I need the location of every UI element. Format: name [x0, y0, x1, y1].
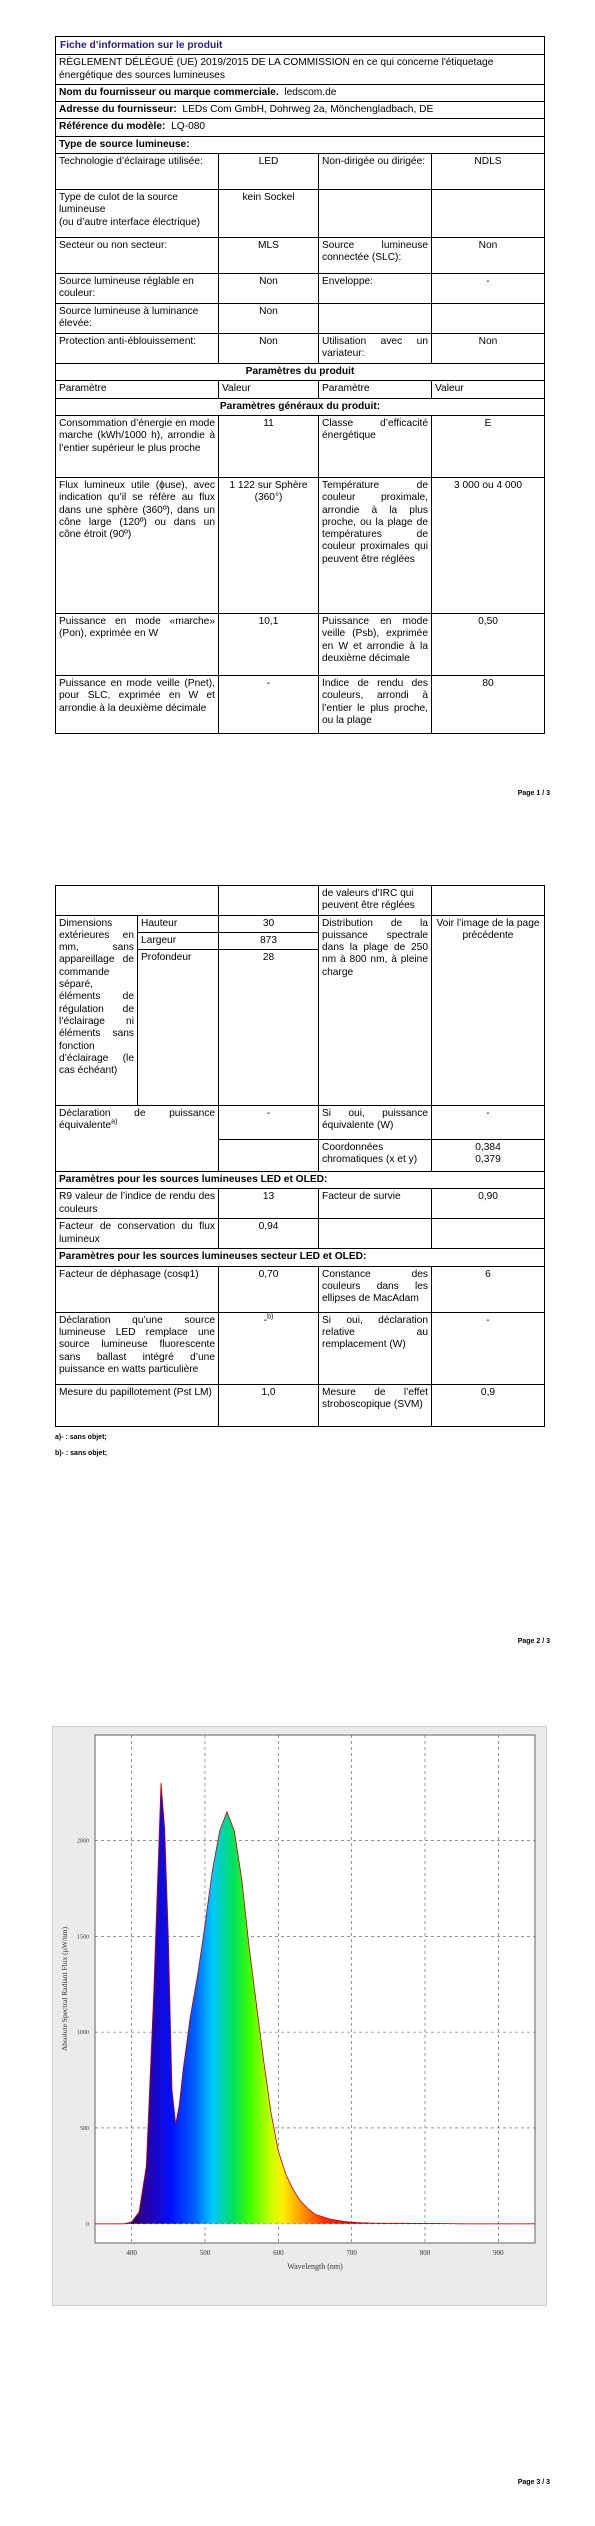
- mains-params-heading: Paramètres pour les sources lumineuses secteur LED et OLED:: [56, 1249, 545, 1266]
- led-params-heading: Paramètres pour les sources lumineuses LED et OLED:: [56, 1172, 545, 1189]
- supplier-label: Nom du fournisseur ou marque commerciale.: [59, 86, 279, 98]
- type-label: Source lumineuse connectée (SLC):: [319, 238, 432, 274]
- table-row: [56, 415, 545, 477]
- type-heading: Type de source lumineuse:: [56, 136, 545, 153]
- param-value: 10,1: [219, 613, 319, 675]
- column-header: Paramètre: [319, 381, 432, 398]
- replace-value: -: [263, 1314, 268, 1326]
- empty-cell: [219, 1140, 319, 1172]
- chroma-label: Coordonnées chromatiques (x et y): [319, 1140, 432, 1172]
- address-value: LEDs Com GmbH, Dohrweg 2a, Mönchengladbach, DE: [182, 104, 434, 116]
- type-value: LED: [219, 154, 319, 190]
- table-row: [56, 1189, 545, 1219]
- x-tick-label: 700: [346, 2249, 357, 2257]
- footnote-ref: b): [267, 1313, 274, 1321]
- address-label: Adresse du fournisseur:: [59, 104, 177, 116]
- table-row: [56, 1312, 545, 1384]
- dim-value: 873: [219, 932, 319, 949]
- type-value: NDLS: [432, 154, 545, 190]
- survival-value: 0,90: [432, 1189, 545, 1219]
- type-label: Non-dirigée ou dirigée:: [319, 154, 432, 190]
- page-1: [0, 0, 595, 845]
- strobo-value: 0,9: [432, 1384, 545, 1426]
- param-value: 3 000 ou 4 000: [432, 477, 545, 613]
- param-label: Flux lumineux utile (ϕuse), avec indication qu’il se réfère au flux dans une sphère (360º), dans un cône large (120º) ou dans un cône étroit (90º): [56, 477, 219, 613]
- type-value: MLS: [219, 238, 319, 274]
- r9-label: R9 valeur de l’indice de rendu des couleurs: [56, 1189, 219, 1219]
- pf-label: Facteur de déphasage (cosφ1): [56, 1266, 219, 1312]
- empty-cell: [432, 886, 545, 916]
- maint-value: 0,94: [219, 1219, 319, 1249]
- doc-title: Fiche d’information sur le produit: [56, 37, 545, 55]
- equiv-label-cell: [56, 1106, 219, 1172]
- param-label: Température de couleur proximale, arrondie à la plus proche, ou la plage de températures de couleur proximales qui peuvent être réglées: [319, 477, 432, 613]
- empty-cell: [219, 886, 319, 916]
- table-row: [56, 886, 545, 916]
- table-row: [56, 675, 545, 733]
- dims-label: Dimensions extérieures en mm, sans appareillage de commande séparé, éléments de régulation de l’éclairage ni éléments sans fonction d’éclairage (le cas échéant): [56, 915, 138, 1106]
- product-info-table: [55, 36, 545, 734]
- type-label: Secteur ou non secteur:: [56, 238, 219, 274]
- param-label: Indice de rendu des couleurs, arrondi à l’entier le plus proche, ou la plage: [319, 675, 432, 733]
- equiv-if-value: -: [432, 1106, 545, 1140]
- flicker-label: Mesure du papillotement (Pst LM): [56, 1384, 219, 1426]
- type-label: Source lumineuse à luminance élevée:: [56, 304, 219, 334]
- x-tick-label: 900: [493, 2249, 504, 2257]
- y-tick-label: 0: [86, 2221, 89, 2228]
- flicker-value: 1,0: [219, 1384, 319, 1426]
- type-label: [319, 190, 432, 238]
- dim-name: Hauteur: [138, 915, 219, 932]
- table-row: [56, 1384, 545, 1426]
- supplier-value: ledscom.de: [284, 86, 337, 98]
- param-label: Puissance en mode veille (Psb), exprimée en W et arrondie à la deuxième décimale: [319, 613, 432, 675]
- type-label: Source lumineuse réglable en couleur:: [56, 274, 219, 304]
- regulation-text: RÈGLEMENT DÉLÉGUÉ (UE) 2019/2015 DE LA COMMISSION en ce qui concerne l'étiquetage énergétique des sources lumineuses: [56, 55, 545, 85]
- type-value: [432, 304, 545, 334]
- survival-label: Facteur de survie: [319, 1189, 432, 1219]
- param-value: -: [219, 675, 319, 733]
- x-tick-label: 400: [126, 2249, 137, 2257]
- type-label: Technologie d’éclairage utilisée:: [56, 154, 219, 190]
- param-label: Classe d’efficacité énergétique: [319, 415, 432, 477]
- model-row: [56, 119, 545, 136]
- footnote-ref: a): [111, 1119, 118, 1127]
- table-row: [56, 334, 545, 364]
- x-tick-label: 800: [419, 2249, 431, 2257]
- type-value: [432, 190, 545, 238]
- type-value: Non: [219, 334, 319, 364]
- address-row: [56, 102, 545, 119]
- table-header-row: [56, 381, 545, 398]
- replace-label: Déclaration qu’une source lumineuse LED remplace une source lumineuse fluorescente sans ballast intégré d’une puissance en watts particulière: [56, 1312, 219, 1384]
- model-label: Référence du modèle:: [59, 121, 166, 133]
- footnote-a: a)- : sans objet;: [55, 1434, 107, 1441]
- type-value: kein Sockel: [219, 190, 319, 238]
- spectrum-chart: [53, 1727, 548, 2307]
- dim-value: 30: [219, 915, 319, 932]
- type-label: [319, 304, 432, 334]
- dim-value: 28: [219, 950, 319, 1106]
- table-row: [56, 190, 545, 238]
- y-tick-label: 1000: [77, 2030, 89, 2037]
- chroma-value-cell: [432, 1140, 545, 1172]
- table-row: [56, 1106, 545, 1140]
- table-row: [56, 477, 545, 613]
- y-tick-label: 1500: [77, 1934, 89, 1941]
- param-value: 80: [432, 675, 545, 733]
- table-row: [56, 304, 545, 334]
- spectral-value: Voir l’image de la page précédente: [432, 915, 545, 1106]
- x-tick-label: 500: [199, 2249, 211, 2257]
- r9-value: 13: [219, 1189, 319, 1219]
- maint-label: Facteur de conservation du flux lumineux: [56, 1219, 219, 1249]
- equiv-value: -: [219, 1106, 319, 1140]
- dim-name: Profondeur: [138, 950, 219, 1106]
- page-footer: Page 3 / 3: [517, 2479, 550, 2486]
- x-axis-label: Wavelength (nm): [287, 2262, 343, 2271]
- page-3: [0, 1690, 595, 2526]
- replace-value-cell: [219, 1312, 319, 1384]
- spectrum-chart-frame: [52, 1726, 547, 2306]
- replace-if-value: -: [432, 1312, 545, 1384]
- param-label: Consommation d’énergie en mode marche (kWh/1000 h), arrondie à l’entier supérieur le plus proche: [56, 415, 219, 477]
- macadam-label: Constance des couleurs dans les ellipses de MacAdam: [319, 1266, 432, 1312]
- y-tick-label: 2000: [77, 1838, 89, 1845]
- empty-cell: [432, 1219, 545, 1249]
- empty-cell: [319, 1219, 432, 1249]
- table-row: [56, 274, 545, 304]
- param-value: E: [432, 415, 545, 477]
- spectral-label: Distribution de la puissance spectrale dans la plage de 250 nm à 800 nm, à pleine charge: [319, 915, 432, 1106]
- model-value: LQ-080: [171, 121, 206, 133]
- param-label: Puissance en mode «marche» (Pon), exprimée en W: [56, 613, 219, 675]
- param-value: 0,50: [432, 613, 545, 675]
- equiv-if-label: Si oui, puissance équivalente (W): [319, 1106, 432, 1140]
- replace-if-label: Si oui, déclaration relative au remplacement (W): [319, 1312, 432, 1384]
- type-value: Non: [219, 274, 319, 304]
- table-row: [56, 154, 545, 190]
- table-row: [56, 915, 545, 932]
- params-heading: Paramètres du produit: [56, 364, 545, 381]
- column-header: Paramètre: [56, 381, 219, 398]
- type-label: Enveloppe:: [319, 274, 432, 304]
- empty-cell: [56, 886, 219, 916]
- type-label: Protection anti-éblouissement:: [56, 334, 219, 364]
- page-2: [0, 845, 595, 1690]
- macadam-value: 6: [432, 1266, 545, 1312]
- param-value: 1 122 sur Sphère (360°): [219, 477, 319, 613]
- page-footer: Page 1 / 3: [517, 790, 550, 797]
- supplier-row: [56, 84, 545, 101]
- table-row: [56, 1266, 545, 1312]
- table-row: [56, 1219, 545, 1249]
- type-value: Non: [432, 334, 545, 364]
- type-value: Non: [219, 304, 319, 334]
- dim-name: Largeur: [138, 932, 219, 949]
- footnote-b: b)- : sans objet;: [55, 1450, 108, 1457]
- y-tick-label: 500: [80, 2125, 89, 2132]
- type-value: -: [432, 274, 545, 304]
- column-header: Valeur: [219, 381, 319, 398]
- product-info-table-continued: [55, 885, 545, 1427]
- strobo-label: Mesure de l’effet stroboscopique (SVM): [319, 1384, 432, 1426]
- general-params-heading: Paramètres généraux du produit:: [56, 398, 545, 415]
- y-axis-label: Absolute Spectral Radiant Flux (µW/nm): [60, 1926, 69, 2052]
- param-label: Puissance en mode veille (Pnet), pour SLC, exprimée en W et arrondie à la deuxième décimale: [56, 675, 219, 733]
- page-footer: Page 2 / 3: [517, 1638, 550, 1645]
- table-row: [56, 613, 545, 675]
- type-label: Utilisation avec un variateur:: [319, 334, 432, 364]
- column-header: Valeur: [432, 381, 545, 398]
- param-label-continued: de valeurs d’IRC qui peuvent être réglées: [319, 886, 432, 916]
- chroma-y: 0,379: [475, 1154, 501, 1166]
- equiv-label: Déclaration de puissance équivalente: [59, 1108, 215, 1132]
- x-tick-label: 600: [273, 2249, 284, 2257]
- param-value: 11: [219, 415, 319, 477]
- chroma-x: 0,384: [475, 1142, 501, 1154]
- type-label: Type de culot de la source lumineuse (ou d’autre interface électrique): [56, 190, 219, 238]
- pf-value: 0,70: [219, 1266, 319, 1312]
- table-row: [56, 238, 545, 274]
- type-value: Non: [432, 238, 545, 274]
